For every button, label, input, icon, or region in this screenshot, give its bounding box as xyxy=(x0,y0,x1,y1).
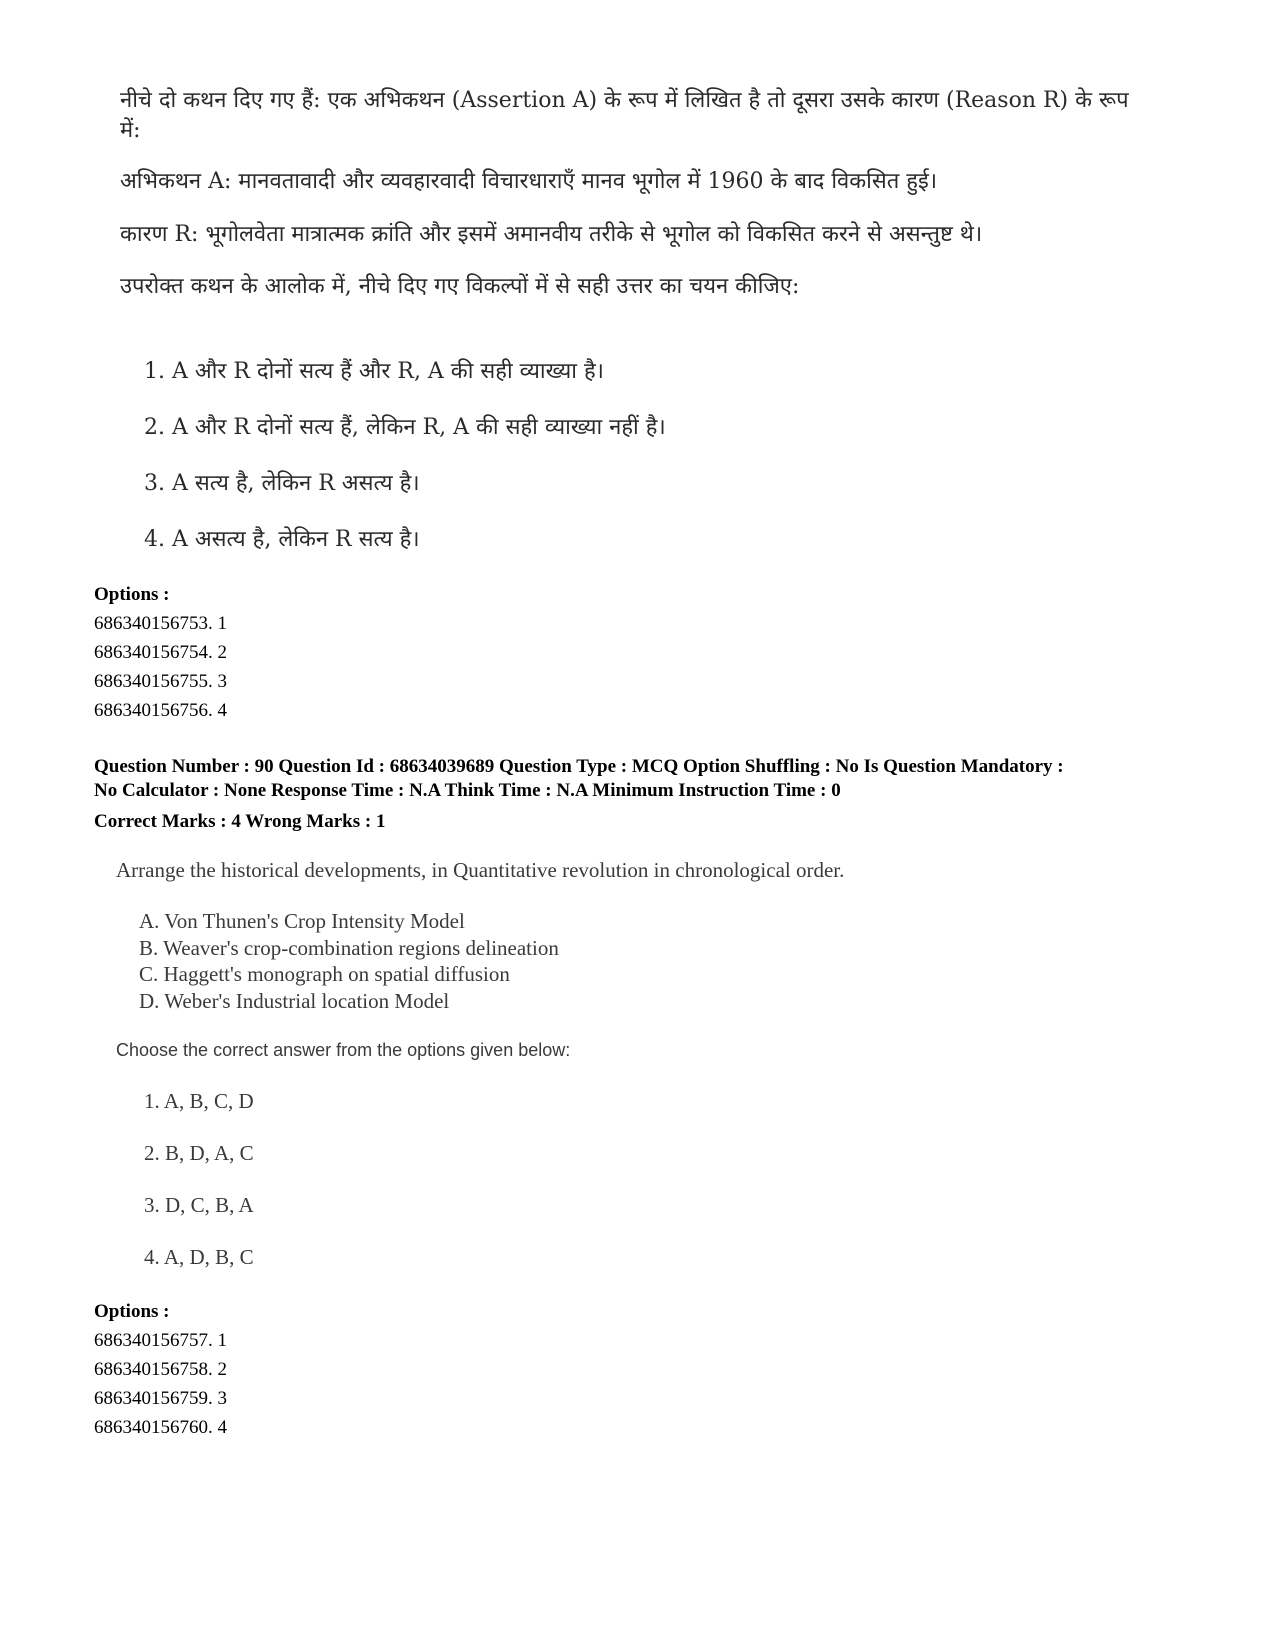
q90-choice-2: 2. B, D, A, C xyxy=(144,1141,254,1165)
q90-item-b: B. Weaver's crop-combination regions delineation xyxy=(139,935,559,960)
q90-choice-1: 1. A, B, C, D xyxy=(144,1089,254,1113)
q89-reason: कारण R: भूगोलवेता मात्रात्मक क्रांति और इसमें अमानवीय तरीके से भूगोल को विकसित करने से असन्तुष्ट थे। xyxy=(120,221,983,247)
q89-choice-1: 1. A और R दोनों सत्य हैं और R, A की सही व्याख्या है। xyxy=(144,359,604,384)
q90-marks: Correct Marks : 4 Wrong Marks : 1 xyxy=(94,811,386,832)
q89-options-block xyxy=(94,580,227,725)
q89-option-2: 686340156754. 2 xyxy=(94,642,227,663)
q89-prompt: उपरोक्त कथन के आलोक में, नीचे दिए गए विकल्पों में से सही उत्तर का चयन कीजिए: xyxy=(120,274,800,300)
q90-choice-3: 3. D, C, B, A xyxy=(144,1193,254,1217)
q89-intro: नीचे दो कथन दिए गए हैं: एक अभिकथन (Assertion A) के रूप में लिखित है तो दूसरा उसके कारण (Reason R) के रूप में: xyxy=(120,88,1129,143)
q90-item-d: D. Weber's Industrial location Model xyxy=(139,988,450,1013)
q89-choice-2: 2. A और R दोनों सत्य हैं, लेकिन R, A की सही व्याख्या नहीं है। xyxy=(144,415,666,440)
q90-prompt-block xyxy=(116,1040,570,1061)
q90-option-4: 686340156760. 4 xyxy=(94,1417,227,1438)
q90-choices xyxy=(144,1089,254,1297)
q89-option-1: 686340156753. 1 xyxy=(94,613,227,634)
q89-assertion: अभिकथन A: मानवतावादी और व्यवहारवादी विचारधाराएँ मानव भूगोल में 1960 के बाद विकसित हुई। xyxy=(120,169,938,194)
q90-option-2: 686340156758. 2 xyxy=(94,1359,227,1380)
q89-option-3: 686340156755. 3 xyxy=(94,671,227,692)
q90-question-image xyxy=(116,858,844,883)
q90-items xyxy=(139,908,559,1014)
q90-meta-line-2: No Calculator : None Response Time : N.A Think Time : N.A Minimum Instruction Time : 0 xyxy=(94,780,841,801)
q89-choices xyxy=(144,358,666,582)
q90-options-block xyxy=(94,1297,227,1442)
q90-item-c: C. Haggett's monograph on spatial diffusion xyxy=(139,962,510,986)
q90-metadata xyxy=(94,755,1064,836)
q90-option-1: 686340156757. 1 xyxy=(94,1330,227,1351)
q90-choice-4: 4. A, D, B, C xyxy=(144,1245,254,1269)
q89-choice-4: 4. A असत्य है, लेकिन R सत्य है। xyxy=(144,527,420,552)
q89-question-image xyxy=(120,86,1150,302)
q90-stem: Arrange the historical developments, in Quantitative revolution in chronological order. xyxy=(116,858,845,882)
q89-choice-3: 3. A सत्य है, लेकिन R असत्य है। xyxy=(144,471,420,496)
q90-meta-line-1: Question Number : 90 Question Id : 68634039689 Question Type : MCQ Option Shuffling : No Is Question Mandatory : xyxy=(94,756,1064,777)
q90-item-a: A. Von Thunen's Crop Intensity Model xyxy=(139,909,465,933)
q89-option-4: 686340156756. 4 xyxy=(94,700,227,721)
q90-option-3: 686340156759. 3 xyxy=(94,1388,227,1409)
q90-prompt: Choose the correct answer from the options given below: xyxy=(116,1040,571,1060)
q89-options-label: Options : xyxy=(94,584,170,605)
q90-options-label: Options : xyxy=(94,1301,170,1322)
